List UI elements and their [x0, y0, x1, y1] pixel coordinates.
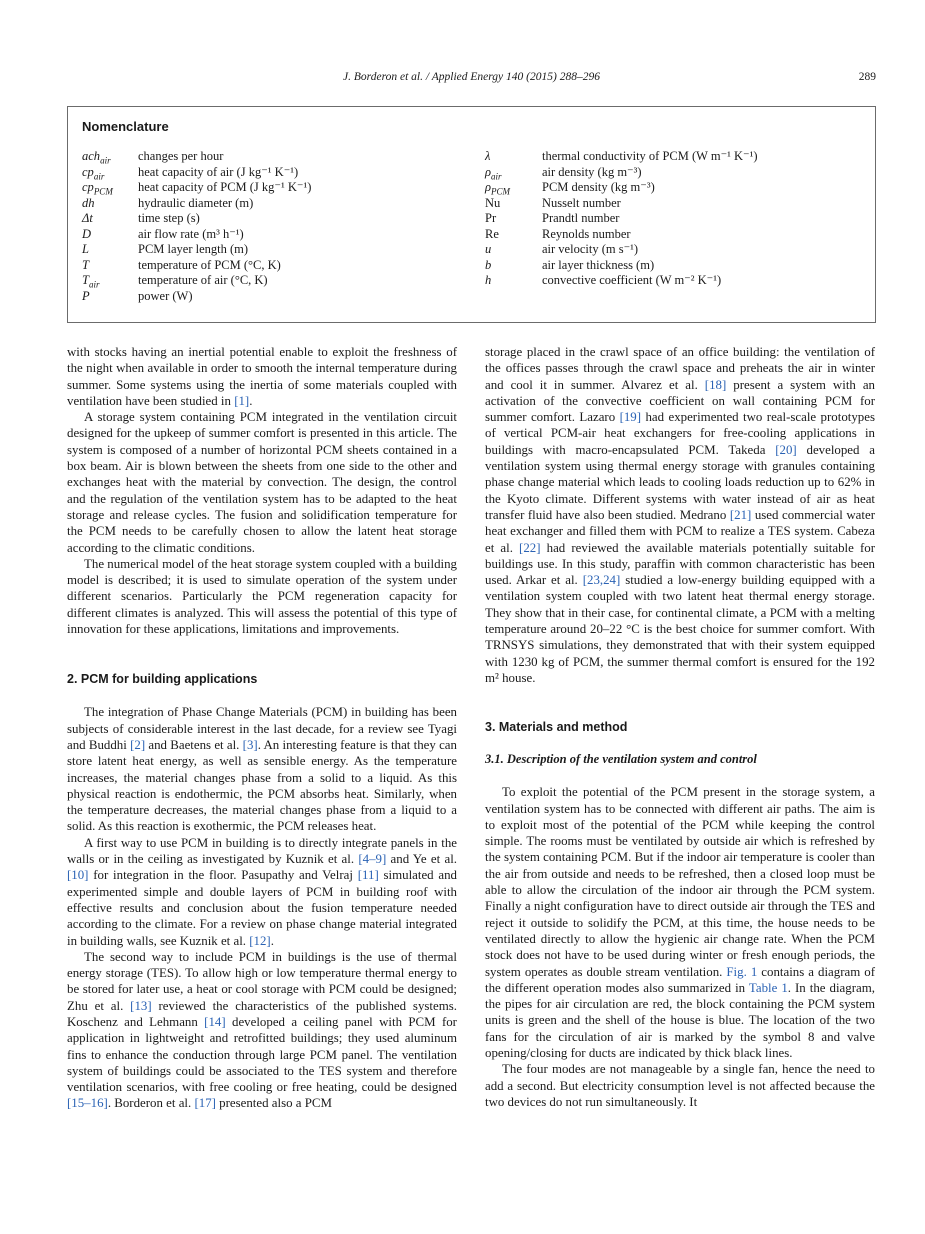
nomenclature-symbol: P	[82, 288, 90, 303]
nomenclature-symbol: Δt	[82, 211, 93, 225]
nomenclature-symbol: $T_{air}$	[82, 273, 100, 290]
nomenclature-symbol: $cp_{PCM}$	[82, 180, 113, 197]
nomenclature-entry	[485, 242, 758, 258]
nomenclature-definition: temperature of air (°C, K)	[138, 273, 268, 287]
nomenclature-definition: power (W)	[138, 288, 193, 303]
citation-link[interactable]: [3]	[242, 737, 258, 752]
nomenclature-symbol: L	[82, 242, 89, 256]
nomenclature-definition: PCM density (kg m⁻³)	[542, 180, 655, 194]
citation-link[interactable]: [13]	[130, 998, 152, 1013]
nomenclature-symbol: b	[485, 257, 492, 272]
nomenclature-symbol: $\rho_{air}$	[485, 164, 502, 181]
nomenclature-entry	[82, 258, 311, 274]
citation-link[interactable]: [15–16]	[67, 1096, 108, 1111]
figure-reference-link[interactable]: Fig. 1	[726, 964, 758, 979]
nomenclature-symbol: dh	[82, 195, 95, 210]
nomenclature-definition: air density (kg m⁻³)	[542, 164, 642, 179]
paragraph: A first way to use PCM in building is to directly integrate panels in the walls or in the ceiling as investigated by Kuznik et al. [4–9] and Ye et al. [10] for integration in the floor. Pasupathy and Velraj [11] simulated and experimented simple and double layers of PCM in building roof with effective results and conclusion about the fusion temperature needed according to the climate. For a review on phase change material integrated in building walls, see Kuznik et al. [12].	[67, 835, 457, 948]
nomenclature-entry	[82, 289, 311, 305]
citation-link[interactable]: [20]	[775, 442, 797, 457]
paragraph: The second way to include PCM in buildings is the use of thermal energy storage (TES). To allow high or low temperature thermal energy to be stored for later use, a heat or cool storage with PCM could be designed; Zhu et al. [13] reviewed the characteristics of the published systems. Koschenz and Lehmann [14] developed a ceiling panel with PCM for application in lightweight and retrofitted buildings; they used aluminum fins to enhance the conduction through large PCM panel. The ventilation system of buildings could be associated to the TES system and therefore ventilation scenarios, with free cooling or free heating, could be designed [15–16]. Borderon et al. [17] presented also a PCM	[67, 949, 457, 1111]
citation-link[interactable]: [19]	[619, 410, 642, 425]
paragraph: The numerical model of the heat storage system coupled with a building model is described; it is used to simulate operation of the system under different scenarios. Particularly the PCM regeneration capacity for different climates is analyzed. This will assess the potential of this type of innovation for these applications, limitations and improvements.	[67, 556, 457, 637]
nomenclature-entry	[82, 227, 311, 243]
citation-link[interactable]: [10]	[67, 868, 89, 883]
nomenclature-definition: time step (s)	[138, 211, 200, 225]
nomenclature-definition: PCM layer length (m)	[138, 242, 249, 256]
nomenclature-definition: air layer thickness (m)	[542, 257, 655, 272]
nomenclature-definition: convective coefficient (W m⁻² K⁻¹)	[542, 273, 722, 287]
nomenclature-symbol: Re	[485, 226, 499, 241]
nomenclature-symbol: u	[485, 242, 492, 256]
citation-link[interactable]: [18]	[704, 377, 727, 392]
citation-link[interactable]: [14]	[204, 1014, 226, 1029]
nomenclature-symbol: Pr	[485, 211, 497, 225]
citation-link[interactable]: [17]	[194, 1096, 216, 1111]
nomenclature-definition: Nusselt number	[542, 195, 621, 210]
nomenclature-left-column	[82, 149, 311, 304]
nomenclature-box	[67, 106, 876, 323]
nomenclature-entry	[82, 165, 311, 181]
nomenclature-definition: thermal conductivity of PCM (W m⁻¹ K⁻¹)	[542, 149, 758, 163]
paragraph: storage placed in the crawl space of an office building: the ventilation of the offices passes through the crawl space and preheats the air in winter and cool it in summer. Alvarez et al. [18] present a system with an activation of the convective coefficient on wall containing PCM for summer comfort. Lazaro [19] had experimented two real-scale prototypes of vertical PCM-air heat exchangers for free-cooling applications in buildings with macro-encapsulated PCM. Takeda [20] developed a ventilation system using thermal energy storage with granules containing phase change material which leads to cooling loads reduction up to 62% in the Kyoto climate. Different systems with water instead of air as heat transfer fluid have also been studied. Medrano [21] used commercial water heat exchanger and filled them with PCM to realize a TES system. Cabeza et al. [22] had reviewed the available materials potentially suitable for buildings use. In this study, paraffin with common characteristic has been used. Arkar et al. [23,24] studied a low-energy building equipped with a ventilation system coupled with two latent heat thermal energy storage. They show that in their case, for continental climate, a PCM with a melting temperature around 20–22 °C is the best choice for summer comfort. With TRNSYS simulations, they demonstrated that with their system equipped with 1230 kg of PCM, the summer thermal comfort is ensured for the 192 m² house.	[485, 345, 875, 685]
nomenclature-definition: air velocity (m s⁻¹)	[542, 242, 639, 256]
left-text-column	[67, 344, 457, 1112]
figure-reference-link[interactable]: Table 1	[748, 980, 788, 995]
nomenclature-definition: Reynolds number	[542, 226, 631, 241]
paragraph: A storage system containing PCM integrated in the ventilation circuit designed for the upkeep of summer comfort is presented in this article. The system is composed of a number of horizontal PCM sheets contained in a box beam. Air is blown between the sheets from one side to the other and exchanges heat with the material by convection. The design, the control and the regulation of the ventilation system has to be adapted to the heat storage and release cycles. The fusion and solidification temperature for the PCM needs to be carefully chosen to allow the latent heat storage according to the climatic conditions.	[67, 410, 457, 555]
nomenclature-entry	[485, 227, 758, 243]
citation-link[interactable]: [4–9]	[358, 852, 387, 867]
journal-citation: J. Borderon et al. / Applied Energy 140 (2015) 288–296	[343, 71, 600, 83]
nomenclature-entry	[485, 180, 758, 196]
nomenclature-symbol: h	[485, 273, 492, 287]
nomenclature-entry	[82, 149, 311, 165]
subsection-heading: 3.1. Description of the ventilation system and control	[485, 752, 757, 767]
nomenclature-entry	[485, 165, 758, 181]
nomenclature-definition: hydraulic diameter (m)	[138, 195, 254, 210]
citation-link[interactable]: [12]	[249, 933, 271, 948]
section-heading: 2. PCM for building applications	[67, 672, 258, 687]
page-number: 289	[858, 71, 876, 83]
nomenclature-symbol: Nu	[485, 195, 501, 210]
paragraph: The four modes are not manageable by a single fan, hence the need to add a second. But electricity consumption level is not affected because the two devices do not run simultaneously. It	[485, 1062, 875, 1109]
nomenclature-symbol: T	[82, 257, 89, 272]
nomenclature-entry	[82, 180, 311, 196]
nomenclature-definition: Prandtl number	[542, 211, 620, 225]
right-text-column	[485, 344, 875, 1110]
nomenclature-definition: temperature of PCM (°C, K)	[138, 257, 281, 272]
paragraph: The integration of Phase Change Materials (PCM) in building has been subjects of considerable interest in the last decade, for a review see Tyagi and Buddhi [2] and Baetens et al. [3]. An interesting feature is that they can store latent heat energy, as well as sensible energy. As the temperature increases, the material changes phase from a solid to a liquid. As this physical reaction is endothermic, the PCM absorbs heat. Similarly, when the temperature decreases, the material changes phase from a liquid to a solid. As this reaction is exothermic, the PCM releases heat.	[67, 705, 457, 834]
nomenclature-right-column	[485, 149, 758, 289]
running-header	[67, 71, 876, 87]
paragraph: To exploit the potential of the PCM present in the storage system, a ventilation system has to be connected with different air paths. The aim is to exploit most of the potential of the PCM while keeping the control simple. The rooms must be ventilated by outside air which is refreshed by the system containing PCM. But if the indoor air temperature is cooler than the air from outside and needs to be refreshed, then a closed loop must be able to allow the circulation of the indoor air through the PCM system. Finally a night configuration have to direct outside air through the TES and reject it outside to solidify the PCM, at this time, the house needs to be ventilated directly to allow the hygienic air change rate. When the PCM stock does not have to be used during winter or fresh enough periods, the system operates as double stream ventilation. Fig. 1 contains a diagram of the different operation modes also summarized in Table 1. In the diagram, the pipes for air circulation are red, the block containing the PCM system units is green and the shell of the house is blue. The location of the two fans for the circulation of air is marked by the symbol 8 and valve opening/closing for ducts are indicated by thick black lines.	[485, 785, 875, 1060]
nomenclature-definition: air flow rate (m³ h⁻¹)	[138, 226, 244, 241]
nomenclature-entry	[485, 149, 758, 165]
nomenclature-symbol: λ	[485, 149, 491, 163]
nomenclature-title: Nomenclature	[82, 119, 169, 134]
paragraph: with stocks having an inertial potential enable to exploit the freshness of the night when available in order to smooth the internal temperature during summer. Some systems using the inertia of some materials coupled with ventilation have been studied in [1].	[67, 345, 457, 408]
nomenclature-entry	[82, 211, 311, 227]
nomenclature-symbol: $\rho_{PCM}$	[485, 180, 510, 197]
citation-link[interactable]: [1]	[234, 393, 250, 408]
nomenclature-symbol: D	[82, 226, 92, 241]
nomenclature-entry	[82, 196, 311, 212]
nomenclature-entry	[485, 258, 758, 274]
nomenclature-entry	[82, 273, 311, 289]
nomenclature-definition: changes per hour	[138, 149, 224, 163]
nomenclature-entry	[485, 211, 758, 227]
section-heading: 3. Materials and method	[485, 720, 628, 735]
nomenclature-entry	[485, 196, 758, 212]
citation-link[interactable]: [23,24]	[582, 573, 621, 588]
nomenclature-entry	[82, 242, 311, 258]
nomenclature-definition: heat capacity of air (J kg⁻¹ K⁻¹)	[138, 164, 299, 179]
citation-link[interactable]: [21]	[729, 507, 752, 522]
nomenclature-symbol: ach$_{air}$	[82, 149, 111, 166]
nomenclature-entry	[485, 273, 758, 289]
citation-link[interactable]: [2]	[130, 737, 146, 752]
citation-link[interactable]: [22]	[519, 540, 541, 555]
citation-link[interactable]: [11]	[357, 868, 379, 883]
nomenclature-symbol: $cp_{air}$	[82, 164, 105, 181]
nomenclature-definition: heat capacity of PCM (J kg⁻¹ K⁻¹)	[138, 180, 312, 194]
